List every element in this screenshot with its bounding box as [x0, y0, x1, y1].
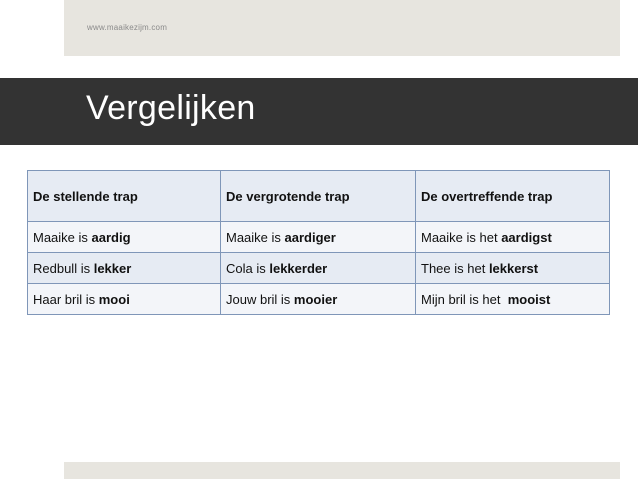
cell-adjective: aardiger	[284, 229, 336, 245]
cell-prefix: Maaike is het	[421, 229, 502, 245]
cell-adjective: aardig	[91, 229, 131, 245]
table-cell	[28, 253, 221, 284]
table-row	[28, 253, 610, 284]
cell-adjective: mooist	[507, 291, 551, 307]
table-row	[28, 222, 610, 253]
table-cell	[416, 253, 610, 284]
cell-adjective: mooier	[293, 291, 338, 307]
table-cell	[221, 284, 416, 315]
cell-prefix: Jouw bril is	[226, 291, 294, 307]
slide-title: Vergelijken	[86, 89, 256, 127]
site-url: www.maaikezijm.com	[87, 23, 168, 32]
cell-prefix: Haar bril is	[33, 291, 99, 307]
header-cell-vergrotende: De vergrotende trap	[221, 171, 416, 222]
table-cell	[416, 284, 610, 315]
table-cell	[221, 222, 416, 253]
cell-prefix: Redbull is	[33, 260, 94, 276]
cell-prefix: Thee is het	[421, 260, 489, 276]
header-cell-overtreffende: De overtreffende trap	[416, 171, 610, 222]
cell-adjective: mooi	[98, 291, 130, 307]
table-cell	[28, 222, 221, 253]
cell-adjective: lekkerder	[269, 260, 328, 276]
comparison-table	[27, 170, 610, 315]
cell-prefix: Cola is	[226, 260, 270, 276]
cell-prefix: Maaike is	[226, 229, 285, 245]
table-cell	[28, 284, 221, 315]
cell-adjective: aardigst	[501, 229, 552, 245]
table-row	[28, 284, 610, 315]
cell-adjective: lekker	[93, 260, 132, 276]
table-cell	[221, 253, 416, 284]
cell-prefix: Maaike is	[33, 229, 92, 245]
cell-adjective: lekkerst	[488, 260, 539, 276]
cell-prefix: Mijn bril is het	[421, 291, 508, 307]
comparison-table-container	[27, 170, 609, 315]
table-header-row	[28, 171, 610, 222]
bottom-decorative-band	[64, 462, 620, 479]
table-cell	[416, 222, 610, 253]
header-cell-stellende: De stellende trap	[28, 171, 221, 222]
